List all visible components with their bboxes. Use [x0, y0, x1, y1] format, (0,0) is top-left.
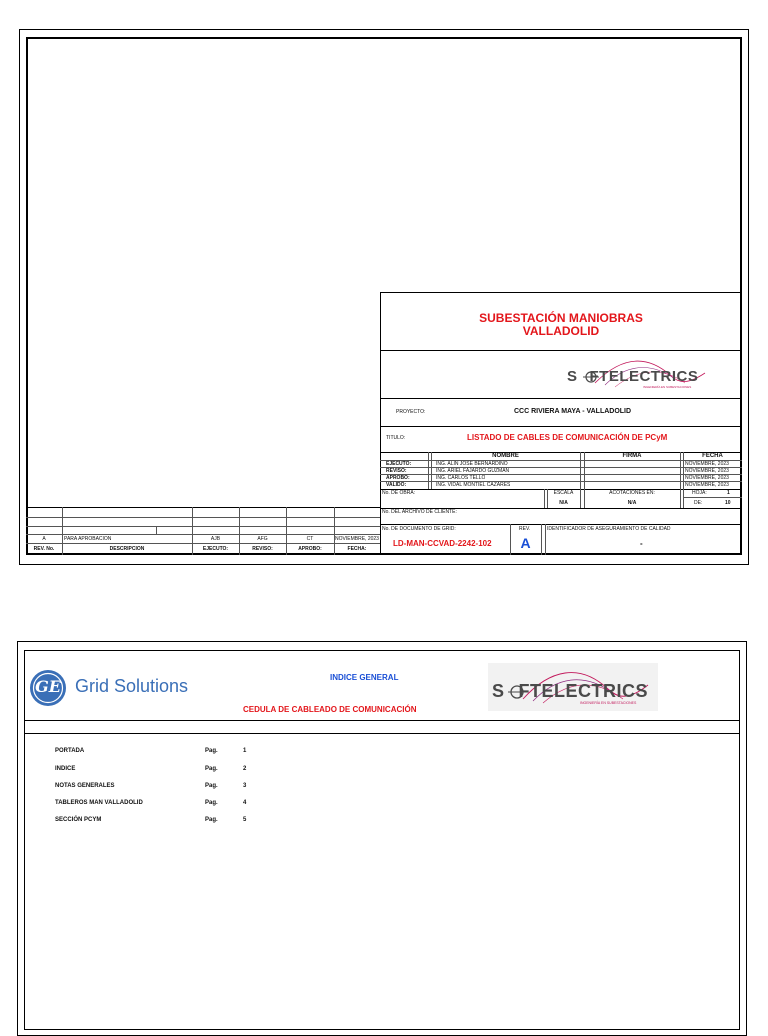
sign-role: REVISO:: [386, 468, 407, 474]
sign-role: APROBÓ:: [386, 475, 410, 481]
sign-name: ING. VIDAL MONTIEL CAZARES: [436, 482, 511, 488]
index-heading: INDICE GENERAL: [330, 673, 399, 682]
sign-role: EJECUTO:: [386, 461, 412, 467]
index-item-pag: Pag.: [205, 748, 218, 754]
titulo-value: LISTADO DE CABLES DE COMUNICACIÓN DE PCyM: [467, 433, 668, 442]
company-name: Grid Solutions: [75, 676, 189, 696]
sign-date: NOVIEMBRE, 2023: [685, 468, 729, 474]
index-item-pag: Pag.: [205, 766, 218, 772]
rev-row-ejecuto: AJB: [210, 536, 221, 542]
logo-text-left: S: [567, 368, 578, 385]
identificador-value: -: [640, 539, 643, 548]
sign-date: NOVIEMBRE, 2023: [685, 461, 729, 467]
proyecto-label: PROYECTO:: [396, 409, 426, 415]
rev-header-reviso: REVISO:: [252, 546, 273, 552]
logo-text-left: S: [492, 681, 505, 701]
rev-row-aprobo: CT: [306, 536, 314, 542]
sign-name: ING. ARIEL FAJARDO GUZMAN: [436, 468, 510, 474]
ge-logo-text: GE: [35, 677, 61, 696]
archivo-label: No. DEL ARCHIVO DE CLIENTE:: [382, 509, 457, 515]
softelectrics-logo: [488, 663, 658, 711]
acotaciones-label: ACOTACIONES EN:: [609, 490, 655, 496]
index-subheading: CEDULA DE CABLEADO DE COMUNICACIÓN: [243, 705, 417, 714]
index-item-name: INDICE: [55, 766, 76, 772]
fecha-header: FECHA: [702, 453, 723, 459]
sign-role: VALIDO:: [386, 482, 407, 488]
escala-label: ESCALA: [553, 490, 574, 496]
nombre-header: NOMBRE: [492, 453, 519, 459]
index-item-pag: Pag.: [205, 800, 218, 806]
sign-name: ING. ALIN JOSE BERNARDINO: [436, 461, 508, 467]
escala-value: N/A: [559, 500, 568, 506]
rev-value: A: [520, 535, 531, 551]
project-title: [380, 312, 742, 338]
index-item-num: 3: [243, 783, 247, 789]
index-item-name: NOTAS GENERALES: [55, 783, 115, 789]
logo-text-right: FTELECTRICS: [518, 681, 649, 701]
no-obra-label: No. DE OBRA:: [382, 490, 416, 496]
rev-header-ejecuto: EJECUTO:: [202, 546, 229, 552]
logo-text-right: FTELECTRICS: [589, 368, 699, 385]
project-title-line1: SUBESTACIÓN MANIOBRAS: [479, 311, 643, 325]
rev-header-rev: REV. No.: [33, 546, 55, 552]
index-item-name: PORTADA: [55, 748, 85, 754]
sign-date: NOVIEMBRE, 2023: [685, 475, 729, 481]
rev-header-aprobo: APROBO:: [298, 546, 322, 552]
titulo-label: TITULO:: [386, 435, 406, 441]
index-item-pag: Pag.: [205, 817, 218, 823]
rev-header-desc: DESCRIPCION: [109, 546, 145, 552]
rev-label: REV.: [519, 526, 531, 532]
index-item-name: TABLEROS MAN VALLADOLID: [55, 800, 143, 806]
index-item-num: 5: [243, 817, 247, 823]
rev-header-fecha: FECHA:: [347, 546, 367, 552]
index-item-name: SECCIÓN PCYM: [55, 817, 102, 823]
de-value: 10: [725, 500, 731, 506]
index-item-num: 4: [243, 800, 247, 806]
softelectrics-logo: [565, 353, 715, 395]
index-item-pag: Pag.: [205, 783, 218, 789]
documento-value: LD-MAN-CCVAD-2242-102: [393, 539, 492, 548]
de-label: DE:: [694, 500, 703, 506]
index-item-num: 1: [243, 748, 247, 754]
rev-row-reviso: AFG: [257, 536, 268, 542]
project-title-line2: VALLADOLID: [522, 324, 600, 338]
rev-row-fecha: NOVIEMBRE, 2023: [335, 536, 379, 542]
logo-tagline: INGENIERÍA EN SUBESTACIONES: [580, 701, 637, 705]
rev-row-desc: PARA APROBACIÓN: [64, 536, 112, 542]
hoja-value: 1: [727, 490, 730, 496]
logo-tagline: INGENIERÍA EN SUBESTACIONES: [643, 385, 692, 389]
rev-row-rev: A: [42, 536, 46, 542]
sign-date: NOVIEMBRE, 2023: [685, 482, 729, 488]
documento-label: No. DE DOCUMENTO DE GRID:: [382, 526, 456, 532]
ge-logo: [28, 668, 68, 708]
index-item-num: 2: [243, 766, 247, 772]
identificador-label: IDENTIFICADOR DE ASEGURAMIENTO DE CALIDAD: [547, 526, 671, 532]
acotaciones-value: N/A: [627, 500, 637, 506]
hoja-label: HOJA:: [692, 490, 707, 496]
proyecto-value: CCC RIVIERA MAYA - VALLADOLID: [514, 408, 632, 415]
sign-name: ING. CARLOS TELLO: [436, 475, 486, 481]
firma-header: FIRMA: [622, 453, 642, 459]
